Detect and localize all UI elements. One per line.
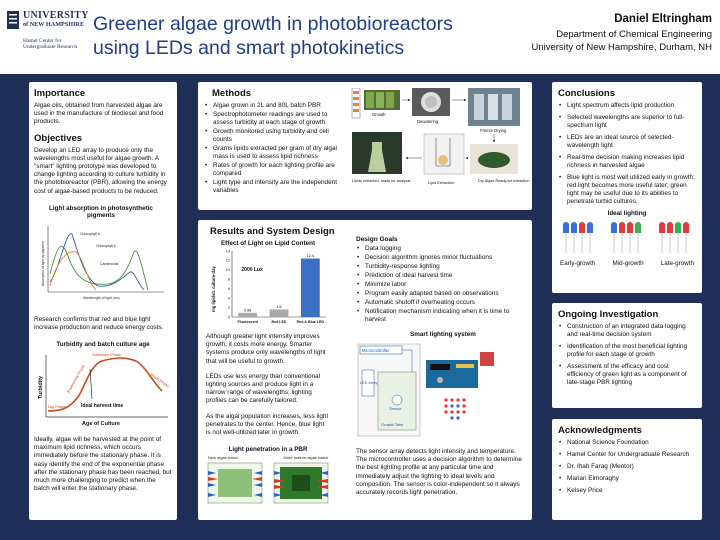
diagram-label-microcontroller: Microcontroller [362, 348, 390, 353]
stage-late-growth: Late-growth [660, 260, 694, 267]
penetration-caption: Light penetration in a PBR [228, 446, 308, 453]
lipid-chart-block [206, 240, 330, 338]
acknowledgments-panel [551, 418, 703, 521]
y-tick-label: 14 [225, 249, 230, 254]
process-step-lipids-extracted: Lipids extracted, ready for analysis [352, 179, 411, 183]
results-heading: Results and System Design [210, 226, 335, 237]
methods-panel [197, 81, 533, 211]
y-tick-label: 0 [227, 315, 230, 320]
acknowledgments-list [558, 439, 696, 495]
bar-value-label: 0.88 [243, 308, 252, 313]
y-axis-label: mg lipids/L culture-day [211, 266, 216, 312]
conclusion-item: • Blue light is most well utilized early in growth; red light becomes more useful later; green light may be useful due to its abilities to penetrate turbid cultures. [558, 174, 696, 206]
logo-sub2: Undergraduate Research [23, 44, 78, 50]
growth-phase-stationary: Stationary Phase [92, 353, 121, 358]
ongoing-item: • Construction of an integrated data logging and real-time decision system [558, 323, 696, 339]
stage-early-growth: Early-growth [560, 260, 596, 267]
growth-phase-lag: Lag Phase [48, 405, 67, 410]
ongoing-panel [551, 302, 703, 409]
y-tick-label: 10 [225, 268, 230, 273]
design-goal-item: • Prediction of ideal harvest time [356, 272, 526, 280]
x-tick-label: Red LED [271, 320, 287, 324]
methods-item: • Algae grown in 2L and 80L batch PBR [204, 102, 344, 110]
growth-ylabel: Turbidity [38, 375, 44, 400]
acknowledgments-heading: Acknowledgments [558, 425, 642, 436]
ack-item: • National Science Foundation [558, 439, 696, 447]
diagram-label-led-array: LED Array [360, 381, 378, 385]
results-text1: Although greater light intensity improves growth, it costs more energy. Smarter systems produce only wavelengths of light that will be useful to growth. [206, 333, 326, 365]
diagram-label-growth-tank: Growth Tank [381, 422, 404, 427]
university-seal-icon [6, 10, 20, 30]
ack-item: • Dr. Ihab Farag (Mentor) [558, 463, 696, 471]
design-goal-item: • Program easily adapted based on observations [356, 290, 526, 298]
diagram-label-sensor: Sensor [389, 406, 402, 411]
logo-sub1: Hamel Center for [23, 38, 62, 44]
harvest-marker-label: Ideal harvest time [81, 403, 124, 410]
process-diagram [350, 88, 530, 200]
methods-item: • Spectrophotometer readings are used to assess turbidity at each stage of growth [204, 111, 344, 127]
conclusion-item: • Selected wavelengths are superior to full-spectrum light [558, 114, 696, 130]
process-step-lipid-extraction: Lipid Extraction [428, 181, 454, 185]
objectives-heading: Objectives [34, 132, 83, 144]
ongoing-item: • Assessment of the efficacy and cost efficiency of green light as a component of late-stage PBR lighting [558, 363, 696, 387]
smart-lighting-caption: Smart lighting system [410, 331, 476, 338]
bar-2 [301, 259, 320, 317]
conclusions-panel [551, 81, 703, 294]
conclusions-list [558, 102, 696, 206]
absorption-caption: Light absorption in photosynthetic pigments [49, 204, 153, 219]
design-goal-item: • Data logging [356, 245, 526, 253]
x-tick-label: Red & Blue LED [296, 320, 325, 324]
smart-lighting-text: The sensor array detects light intensity and temperature. The microcontroller uses a decision algorithm to determine the best lighting profile at any particular time and immediately adjust the lighting to ideal levels and composition. The sensor is color-independent so it always accurately records light penetration. [356, 448, 522, 496]
conclusion-item: • Light spectrum affects lipid production [558, 102, 696, 110]
penetration-diagram [206, 461, 330, 505]
design-goal-item: • Automatic shutoff if overheating occurs [356, 299, 526, 307]
importance-heading: Importance [34, 88, 86, 99]
y-tick-label: 6 [227, 287, 230, 292]
growth-caption: Turbidity and batch culture age [56, 341, 150, 349]
bar-value-label: 1.6 [276, 304, 282, 309]
ideal-lighting-caption: Ideal lighting [607, 210, 647, 217]
y-tick-label: 4 [227, 296, 230, 301]
absorption-xlabel: Wavelength of light (nm) [83, 295, 120, 300]
lipid-chart-title: Effect of Light on Lipid Content [220, 240, 316, 247]
penetration-left-label: New algae batch [208, 455, 238, 460]
results-panel [197, 219, 533, 521]
methods-item: • Rates of growth for each lighting profile are compared [204, 162, 344, 178]
design-goal-item: • Turbidity-response lighting [356, 263, 526, 271]
results-text-column [206, 333, 330, 437]
design-goals-list [356, 245, 526, 324]
methods-item: • Light type and intensity are the independent variables [204, 179, 344, 195]
ongoing-heading: Ongoing Investigation [558, 309, 659, 320]
importance-text: Algae oils, obtained from harvested algae are used in the manufacture of biodiesel and food products. [34, 102, 164, 126]
logo-line1: UNIVERSITY [23, 10, 89, 21]
process-step-growth: Growth [372, 112, 386, 117]
department: Department of Chemical Engineering [556, 29, 712, 40]
ideal-lighting-leds [558, 219, 696, 255]
absorption-chart [38, 222, 168, 304]
growth-phase-exponential: Exponential Phase [66, 364, 86, 394]
y-tick-label: 2 [227, 305, 230, 310]
chart-annotation: 2000 Lux [241, 266, 263, 273]
conclusion-item: • Real-time decision making increases lipid richness in harvested algae [558, 154, 696, 170]
conclusions-heading: Conclusions [558, 88, 616, 99]
university-logo [6, 10, 91, 50]
x-tick-label: Fluorescent [237, 320, 258, 324]
ongoing-item: • Identification of the most beneficial lighting profile for each stage of growth [558, 343, 696, 359]
lipid-chart [206, 247, 330, 333]
growth-curve-chart [34, 351, 172, 427]
harvest-text: Ideally, algae will be harvested at the point of maximum lipid richness, which occurs immediately before the stationary phase. It is easy identify the end of the exponential phase after the stationary phase has been reached, but much more challenging to predict when the batch will enter the stationary phase. [34, 436, 172, 493]
ack-item: • Marian Elmoraghy [558, 475, 696, 483]
absorption-series-chlorophyll-b: Chlorophyll b [96, 243, 116, 248]
process-step-freeze-drying: Freeze Drying [480, 128, 507, 133]
growth-phase-death: Death Phase [149, 372, 170, 389]
methods-item: • Growth monitored using turbidity and cell counts [204, 128, 344, 144]
author-name: Daniel Eltringham [614, 13, 712, 25]
university: University of New Hampshire, Durham, NH [531, 42, 712, 53]
bar-value-label: 12.4 [306, 254, 315, 259]
process-step-dry-algae: Dry Algae Ready for extraction [478, 179, 530, 183]
absorption-series-chlorophyll-a: Chlorophyll a [80, 231, 100, 236]
stage-mid-growth: Mid-growth [612, 260, 644, 267]
ack-item: • Kelsey Price [558, 487, 696, 495]
title-line2: using LEDs and smart photokinetics [93, 36, 405, 59]
design-goals-heading: Design Goals [356, 236, 398, 243]
ack-item: • Hamel Center for Undergraduate Research [558, 451, 696, 459]
research-text: Research confirms that red and blue light increase production and reduce energy costs. [34, 315, 164, 331]
design-goals-block [356, 236, 526, 325]
bar-1 [270, 309, 289, 317]
design-goal-item: • Minimize labor [356, 281, 526, 289]
y-tick-label: 8 [227, 277, 230, 282]
penetration-block [206, 446, 330, 510]
absorption-series-carotenoids: Carotenoids [100, 261, 119, 266]
results-text3: As the algal population increases, less light penetrates to the center. Hence, blue light is not well-utilized later in growth. [206, 412, 329, 436]
methods-item: • Grams lipids extracted per gram of dry algal mass is used to assess lipid richness [204, 145, 344, 161]
left-panel [28, 81, 178, 521]
logo-line2: of NEW HAMPSHIRE [23, 21, 85, 28]
absorption-ylabel: Absorption of light by pigment [41, 241, 45, 286]
title-line1: Greener algae growth in photobioreactors [93, 13, 453, 35]
conclusion-item: • LEDs are an ideal source of selected-wavelength light [558, 134, 696, 150]
objectives-text: Develop an LED array to produce only the wavelengths most useful for algae growth. A "smart" lighting prototype was developed to change lighting according to culture turbidity in the photobioreactor (PBR), allowing the energy cost of algae-based products to be reduced. [34, 146, 167, 195]
bar-0 [238, 313, 257, 317]
design-goal-item: • Decision algorithm ignores minor fluctuations [356, 254, 526, 262]
process-step-dewatering: Dewatering [417, 119, 439, 124]
design-goal-item: • Notification mechanism indicating when it is time to harvest [356, 308, 526, 324]
smart-lighting-diagram [356, 342, 530, 438]
ongoing-list [558, 323, 696, 387]
penetration-right-label: More mature algae batch [283, 455, 328, 460]
methods-heading: Methods [212, 88, 252, 99]
methods-list [204, 102, 344, 195]
results-text2: LEDs use less energy than conventional lighting sources and produce light in a narrow range of wavelengths; lighting profiles can be carefully tailored. [206, 372, 321, 405]
y-tick-label: 12 [225, 258, 230, 263]
poster-title [93, 13, 453, 61]
growth-xlabel: Age of Culture [82, 421, 120, 428]
author-block [472, 13, 712, 53]
